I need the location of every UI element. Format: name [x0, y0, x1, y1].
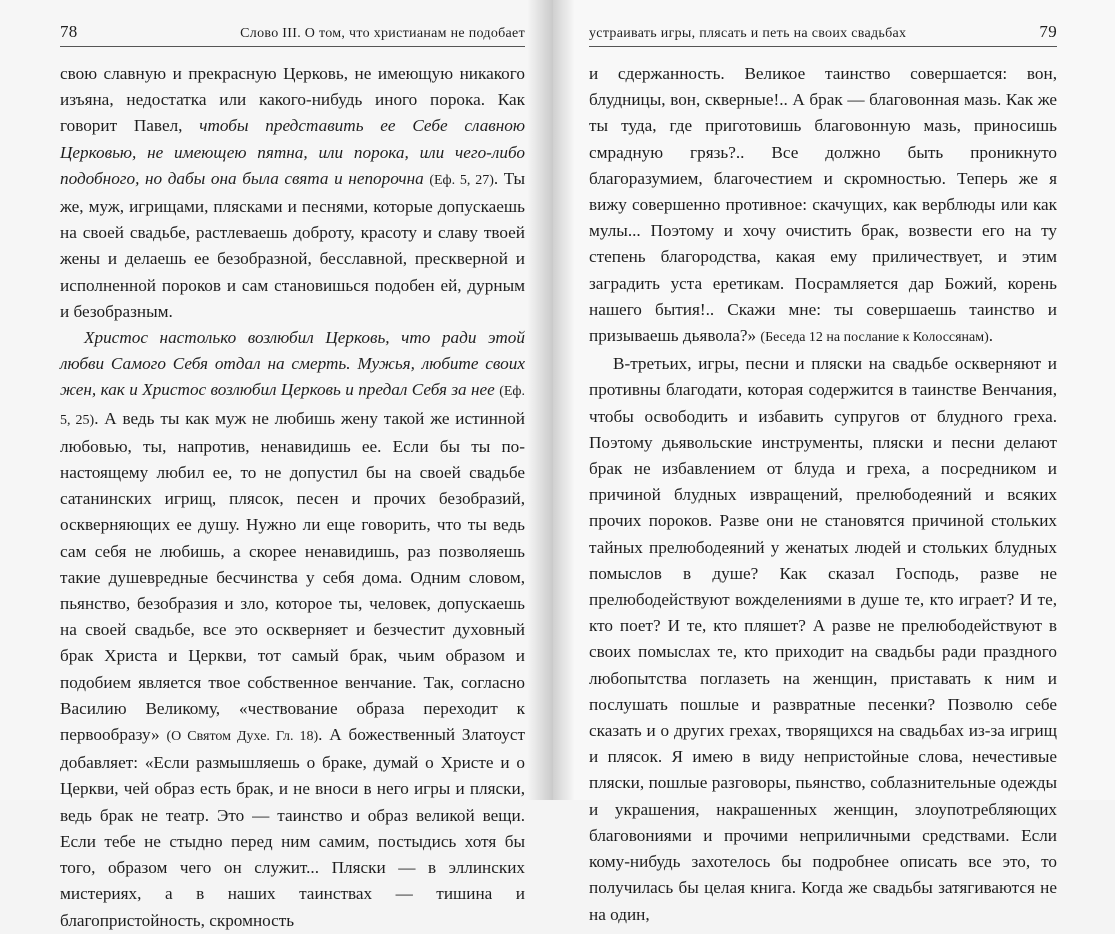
left-page-text	[60, 61, 525, 934]
citation-reference: (О Святом Духе. Гл. 18)	[166, 729, 319, 745]
paragraph	[60, 325, 525, 934]
citation-reference: (Еф. 5, 27)	[429, 172, 494, 188]
paragraph	[589, 351, 1057, 927]
text-run: В-третьих, игры, песни и пляски на свадьбе оскверняют и противны благодати, которая содержится в таинстве Венчания, чтобы освободить и избавить супругов от блудного греха. Поэтому дьявольские инструменты, пляски и песни делают брак не избавлением от блуда и греха, а посредником и причиной блудных извращений, прелюбодеяний и всяких прочих пороков. Разве они не становятся причиной стольких тайных прелюбодеяний у женатых людей и стольких блудных помыслов в душе? Как сказал Господь, разве не прелюбодействуют вожделениями в душе те, кто играет? И те, кто поет? И те, кто пляшет? А разве не прелюбодействуют в своих помыслах те, кто приходит на свадьбы ради праздного любопытства поглазеть на женщин, приставать к ним и послушать пошлые и развратные песенки? Позволю себе сказать и о других грехах, творящихся на свадьбах из-за игрищ и плясок. Я имею в виду непристойные слова, нечестивые пляски, пошлые разговоры, пьянство, соблазнительные одежды и украшения, накрашенных женщин, злоупотребляющих благовониями и прочими неприличными средствами. Если кому-нибудь захотелось бы подробнее описать все это, то получилась бы целая книга. Когда же свадьбы затягиваются не на один,	[589, 354, 1057, 924]
left-page-number: 78	[60, 22, 78, 41]
left-running-title: Слово III. О том, что христианам не подобает	[240, 26, 525, 41]
scripture-quote: Христос настолько возлюбил Церковь, что ради этой любви Самого Себя отдал на смерть. Мужья, любите своих жен, как и Христос возлюбил Церковь и предал Себя за нее	[60, 328, 525, 400]
text-run: . А ведь ты как муж не любишь жену такой же истинной любовью, ты, напротив, ненавидишь ее. Если бы ты по-настоящему любил ее, то не допустил бы на своей свадьбе сатанинских игрищ, плясок, песен и прочих безобразий, оскверняющих ее душу. Нужно ли еще говорить, что ты ведь сам себя не любишь, а скорее ненавидишь, раз позволяешь такие душевредные бесчинства у себя дома. Одним словом, пьянство, безобразия и зло, которое ты, человек, допускаешь на своей свадьбе, все это оскверняет и безчестит духовный брак Христа и Церкви, тот самый брак, чьим образом и подобием является твое собственное венчание. Так, согласно Василию Великому, «чествование образа переходит к первообразу»	[60, 408, 525, 745]
right-page-text	[589, 61, 1057, 928]
text-run: . Ты же, муж, игрищами, плясками и песнями, которые допускаешь на своей свадьбе, растлеваешь доброту, красоту и славу твоей жены и делаешь ее безобразной, бесславной, прескверной и исполненной пороков и сам становишься подобен ей, дурным и безобразным.	[60, 168, 525, 321]
citation-reference: (Еф. 5, 25)	[60, 384, 525, 428]
text-run: и сдержанность. Великое таинство совершается: вон, блудницы, вон, скверные!.. А брак — благовонная мазь. Как же ты туда, где приготовишь благовонную мазь, приносишь смрадную грязь?.. Все должно быть проникнуто благоразумием, благочестием и скромностью. Теперь же я вижу совершенно противное: скачущих, как верблюды или как мулы... Поэтому и хочу очистить брак, возвести его на ту степень благородства, какая ему приличествует, и этим заградить уста еретикам. Посрамляется дар Божий, корень нашего бытия!.. Скажи мне: ты совершаешь таинство и призываешь дьявола?»	[589, 64, 1057, 346]
text-run: свою славную и прекрасную Церковь, не имеющую никакого изъяна, недостатка или какого-нибудь иного порока. Как говорит Павел,	[60, 64, 525, 136]
paragraph	[589, 61, 1057, 351]
right-page	[553, 0, 1115, 924]
paragraph	[60, 61, 525, 325]
left-running-header	[60, 22, 525, 47]
left-gutter-shadow	[527, 0, 553, 800]
left-page	[0, 0, 553, 930]
right-gutter-shadow	[553, 0, 575, 800]
right-running-header	[589, 22, 1057, 47]
right-running-title: устраивать игры, плясать и петь на своих свадьбах	[589, 26, 907, 41]
text-run: . А божественный Златоуст добавляет: «Если размышляешь о браке, думай о Христе и о Церкви, чей образ есть брак, и не вноси в него игры и пляски, ведь брак не театр. Это — таинство и образ великой вещи. Если тебе не стыдно перед ним самим, постыдись хотя бы того, образом чего он служит... Пляски — в эллинских мистериях, а в наших таинствах — тишина и благопристойность, скромность	[60, 725, 525, 930]
right-page-number: 79	[1039, 22, 1057, 41]
scripture-quote: чтобы представить ее Себе славною Церковью, не имеющею пятна, или порока, или чего-либо подобного, но дабы она была свята и непорочна	[60, 116, 526, 188]
citation-reference: (Беседа 12 на послание к Колоссянам)	[760, 330, 989, 346]
text-run: .	[988, 326, 994, 346]
